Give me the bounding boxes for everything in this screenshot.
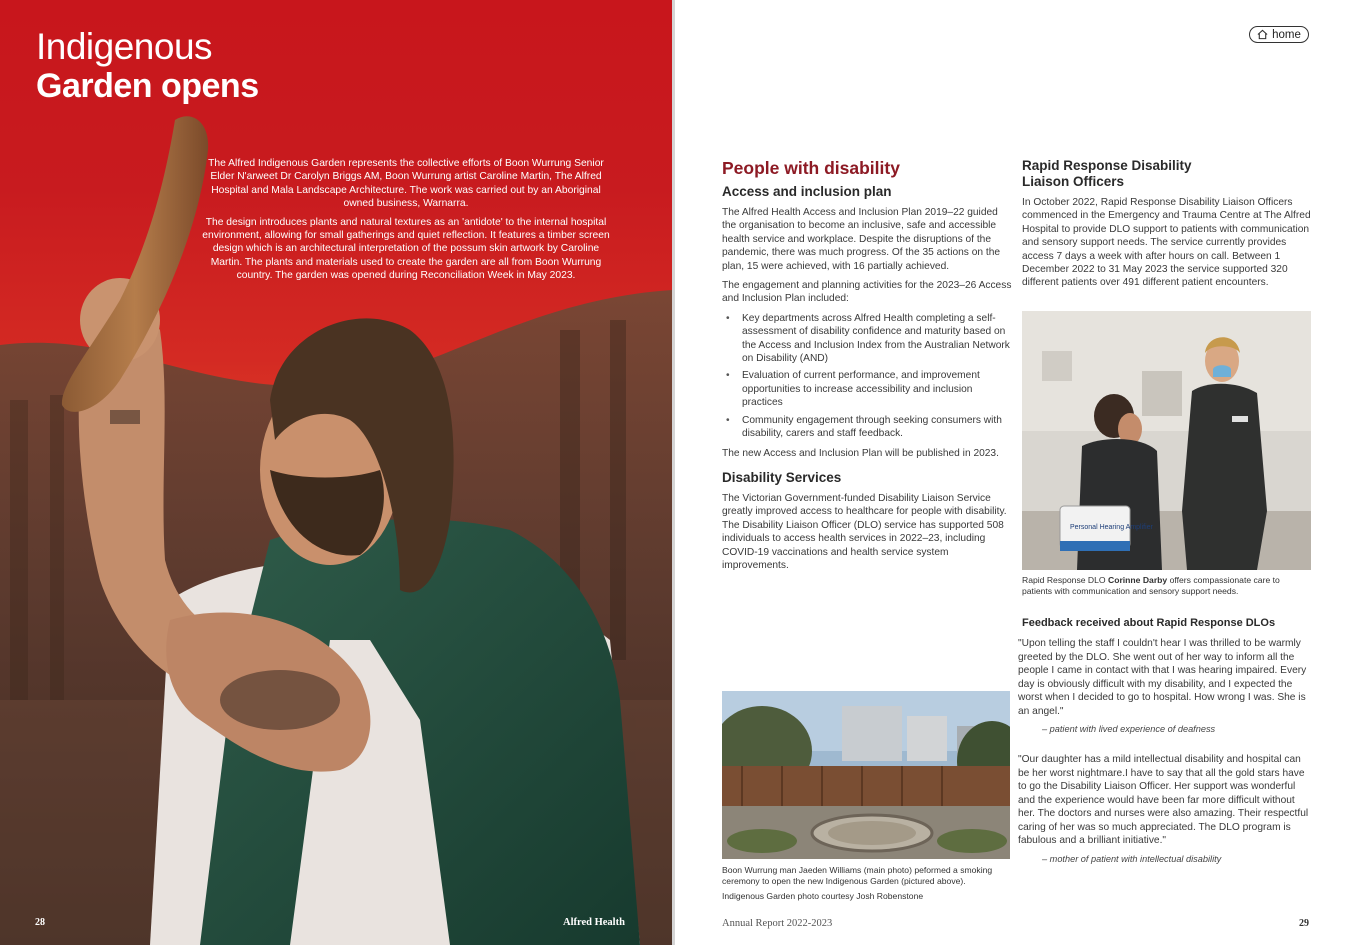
subheading-rapid-response-line-2: Liaison Officers [1022,174,1125,189]
subheading-access-inclusion: Access and inclusion plan [722,184,892,199]
intro-paragraph-1: The Alfred Indigenous Garden represents the collective efforts of Boon Wurrung Senior Elder N'arweet Dr Carolyn Briggs AM, Boon Wurrung artist Caroline Martin, The Alfred Hospital and Mala Landscape Architecture. The work was carried out by an Aboriginal owned business, Warnarra. [208,158,604,210]
title-line-2: Garden opens [36,67,259,105]
quote-2: "Our daughter has a mild intellectual disability and hospital can be her worst nightmare.I have to say that all the gold stars have to go the Disability Liaison Officer. Her support was wonderful and the experience would have been far more difficult without her. The doctors and nurses were also amazing. Their respectful caring of her was so much appreciated. The DLO program is fabulous and a brilliant initiative." [1018,754,1309,846]
paragraph: The Alfred Health Access and Inclusion Plan 2019–22 guided the organisation to become an inclusive, safe and accessible health service and workplace. Despite the disruptions of the pandemic, there was much progress. Of the 35 actions on the plan, 15 were achieved, with 16 partially achieved. [722,207,1001,272]
feedback-heading: Feedback received about Rapid Response DLOs [1022,617,1276,629]
list-item: • Community engagement through seeking consumers with disability, carers and staff feedback. [732,414,1012,441]
section-heading-people-with-disability: People with disability [722,158,900,178]
paragraph: The new Access and Inclusion Plan will be published in 2023. [722,447,999,459]
bullet-list [722,312,1012,441]
caption-text: offers compassionate care to patients with communication and sensory support needs. [1022,575,1280,596]
left-page [0,0,672,945]
subheading-rapid-response-line-1: Rapid Response Disability [1022,158,1192,173]
photo-dlo-corinne-darby [1022,311,1311,570]
intro-text [200,157,612,288]
quote-1-attribution: – patient with lived experience of deafness [1042,724,1216,734]
title-line-1: Indigenous [36,26,213,67]
caption-credit: Indigenous Garden photo courtesy Josh Robenstone [722,891,924,901]
page-gutter [672,0,675,945]
quote-2-attribution: – mother of patient with intellectual disability [1042,854,1222,864]
list-item: • Evaluation of current performance, and improvement opportunities to increase accessibility and inclusion practices [732,369,1012,409]
page-number-right: 29 [1299,918,1309,929]
photo-caption-garden [722,865,1012,906]
photo-caption-dlo [1022,575,1312,597]
column-right [1022,158,1312,296]
device-label: Personal Hearing Amplifier [1070,524,1153,531]
main-photo-smoking-ceremony [0,0,672,945]
caption-text: Boon Wurrung man Jaeden Williams (main photo) peformed a smoking ceremony to open the new Indigenous Garden (pictured above). [722,865,993,886]
photo-indigenous-garden [722,691,1010,859]
column-left [722,158,1012,578]
paragraph: In October 2022, Rapid Response Disability Liaison Officers commenced in the Emergency and Trauma Centre at The Alfred Hospital to provide DLO support to patients with communication and sensory support needs. The service currently provides access 7 days a week with after hours on call. Between 1 December 2022 to 31 May 2023 the service supported 320 different patients over 491 different patient encounters. [1022,197,1311,289]
subheading-disability-services: Disability Services [722,469,842,485]
page-number-left: 28 [35,917,45,928]
list-item: • Key departments across Alfred Health completing a self-assessment of disability confidence and maturity based on the Access and Inclusion Index from the Australian Network on Disability (AND) [732,312,1012,366]
quote-1: "Upon telling the staff I couldn't hear I was thrilled to be warmly greeted by the DLO. She went out of her way to inform all the people I came in contact with that I was hearing impaired. Every day is obviously difficult with my disability, and I expected the worst when I decided to go to hospital. How wrong I was. She is an angel." [1018,638,1307,717]
home-label: home [1272,28,1301,41]
paragraph: The engagement and planning activities for the 2023–26 Access and Inclusion Plan included: [722,280,1012,305]
caption-name: Corinne Darby [1107,575,1168,585]
intro-paragraph-2: The design introduces plants and natural textures as an 'antidote' to the internal hospital environment, allowing for small gatherings and quiet reflection. It features a timber screen design which is an architectural interpretation of the possum skin artwork by Caroline Martin. The plants and materials used to create the garden are all from Boon Wurrung country. The garden was opened during Reconciliation Week in May 2023. [202,216,610,282]
footer-brand-right: Annual Report 2022-2023 [722,918,833,929]
paragraph: The Victorian Government-funded Disability Liaison Service greatly improved access to healthcare for people with disability. The Disability Liaison Officer (DLO) service has supported 508 individuals to access health services in 2022–23, including COVID-19 vaccinations and health service system improvements. [722,492,1007,571]
footer-brand-left: Alfred Health [563,917,625,928]
home-button[interactable] [1249,26,1309,43]
caption-text: Rapid Response DLO [1022,575,1108,585]
home-icon [1257,29,1268,40]
